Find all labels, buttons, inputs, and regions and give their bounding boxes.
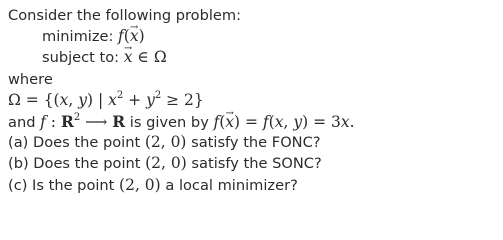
- minimize-expression: f(→ x): [118, 27, 145, 45]
- question-a-text: (a) Does the point: [8, 134, 145, 152]
- intro-text: Consider the following problem:: [8, 7, 242, 24]
- function-expression: f(→ x) = f(x, y) = 3x.: [213, 113, 354, 131]
- question-c-point: (2, 0): [119, 175, 161, 194]
- minimize-label: minimize:: [42, 28, 119, 46]
- function-definition-line: [8, 111, 498, 132]
- is-given-by-text: is given by: [125, 113, 214, 131]
- question-b: [8, 153, 498, 174]
- question-a: [8, 132, 498, 153]
- subject-to-line: [8, 47, 498, 68]
- question-b-point: (2, 0): [145, 154, 187, 173]
- and-text: and: [8, 113, 41, 131]
- question-a-suffix: satisfy the FONC?: [186, 134, 321, 152]
- question-a-point: (2, 0): [144, 133, 187, 152]
- constraint-expression: → x ∈ Ω: [124, 48, 167, 66]
- function-mapping: f : $R^2$ ⟶ R: [40, 111, 126, 131]
- question-c: [8, 175, 498, 196]
- problem-document: [8, 5, 498, 196]
- question-c-suffix: a local minimizer?: [160, 176, 298, 194]
- minimize-line: [8, 26, 498, 47]
- subject-to-label: subject to:: [42, 49, 124, 67]
- question-c-text: (c) Is the point: [8, 176, 120, 194]
- where-text: where: [8, 70, 53, 88]
- set-definition: Ω = {(x, y) | $x^2 + y^2 \ge 2$}: [8, 89, 204, 109]
- question-b-suffix: satisfy the SONC?: [186, 155, 322, 173]
- question-b-text: (b) Does the point: [8, 155, 146, 173]
